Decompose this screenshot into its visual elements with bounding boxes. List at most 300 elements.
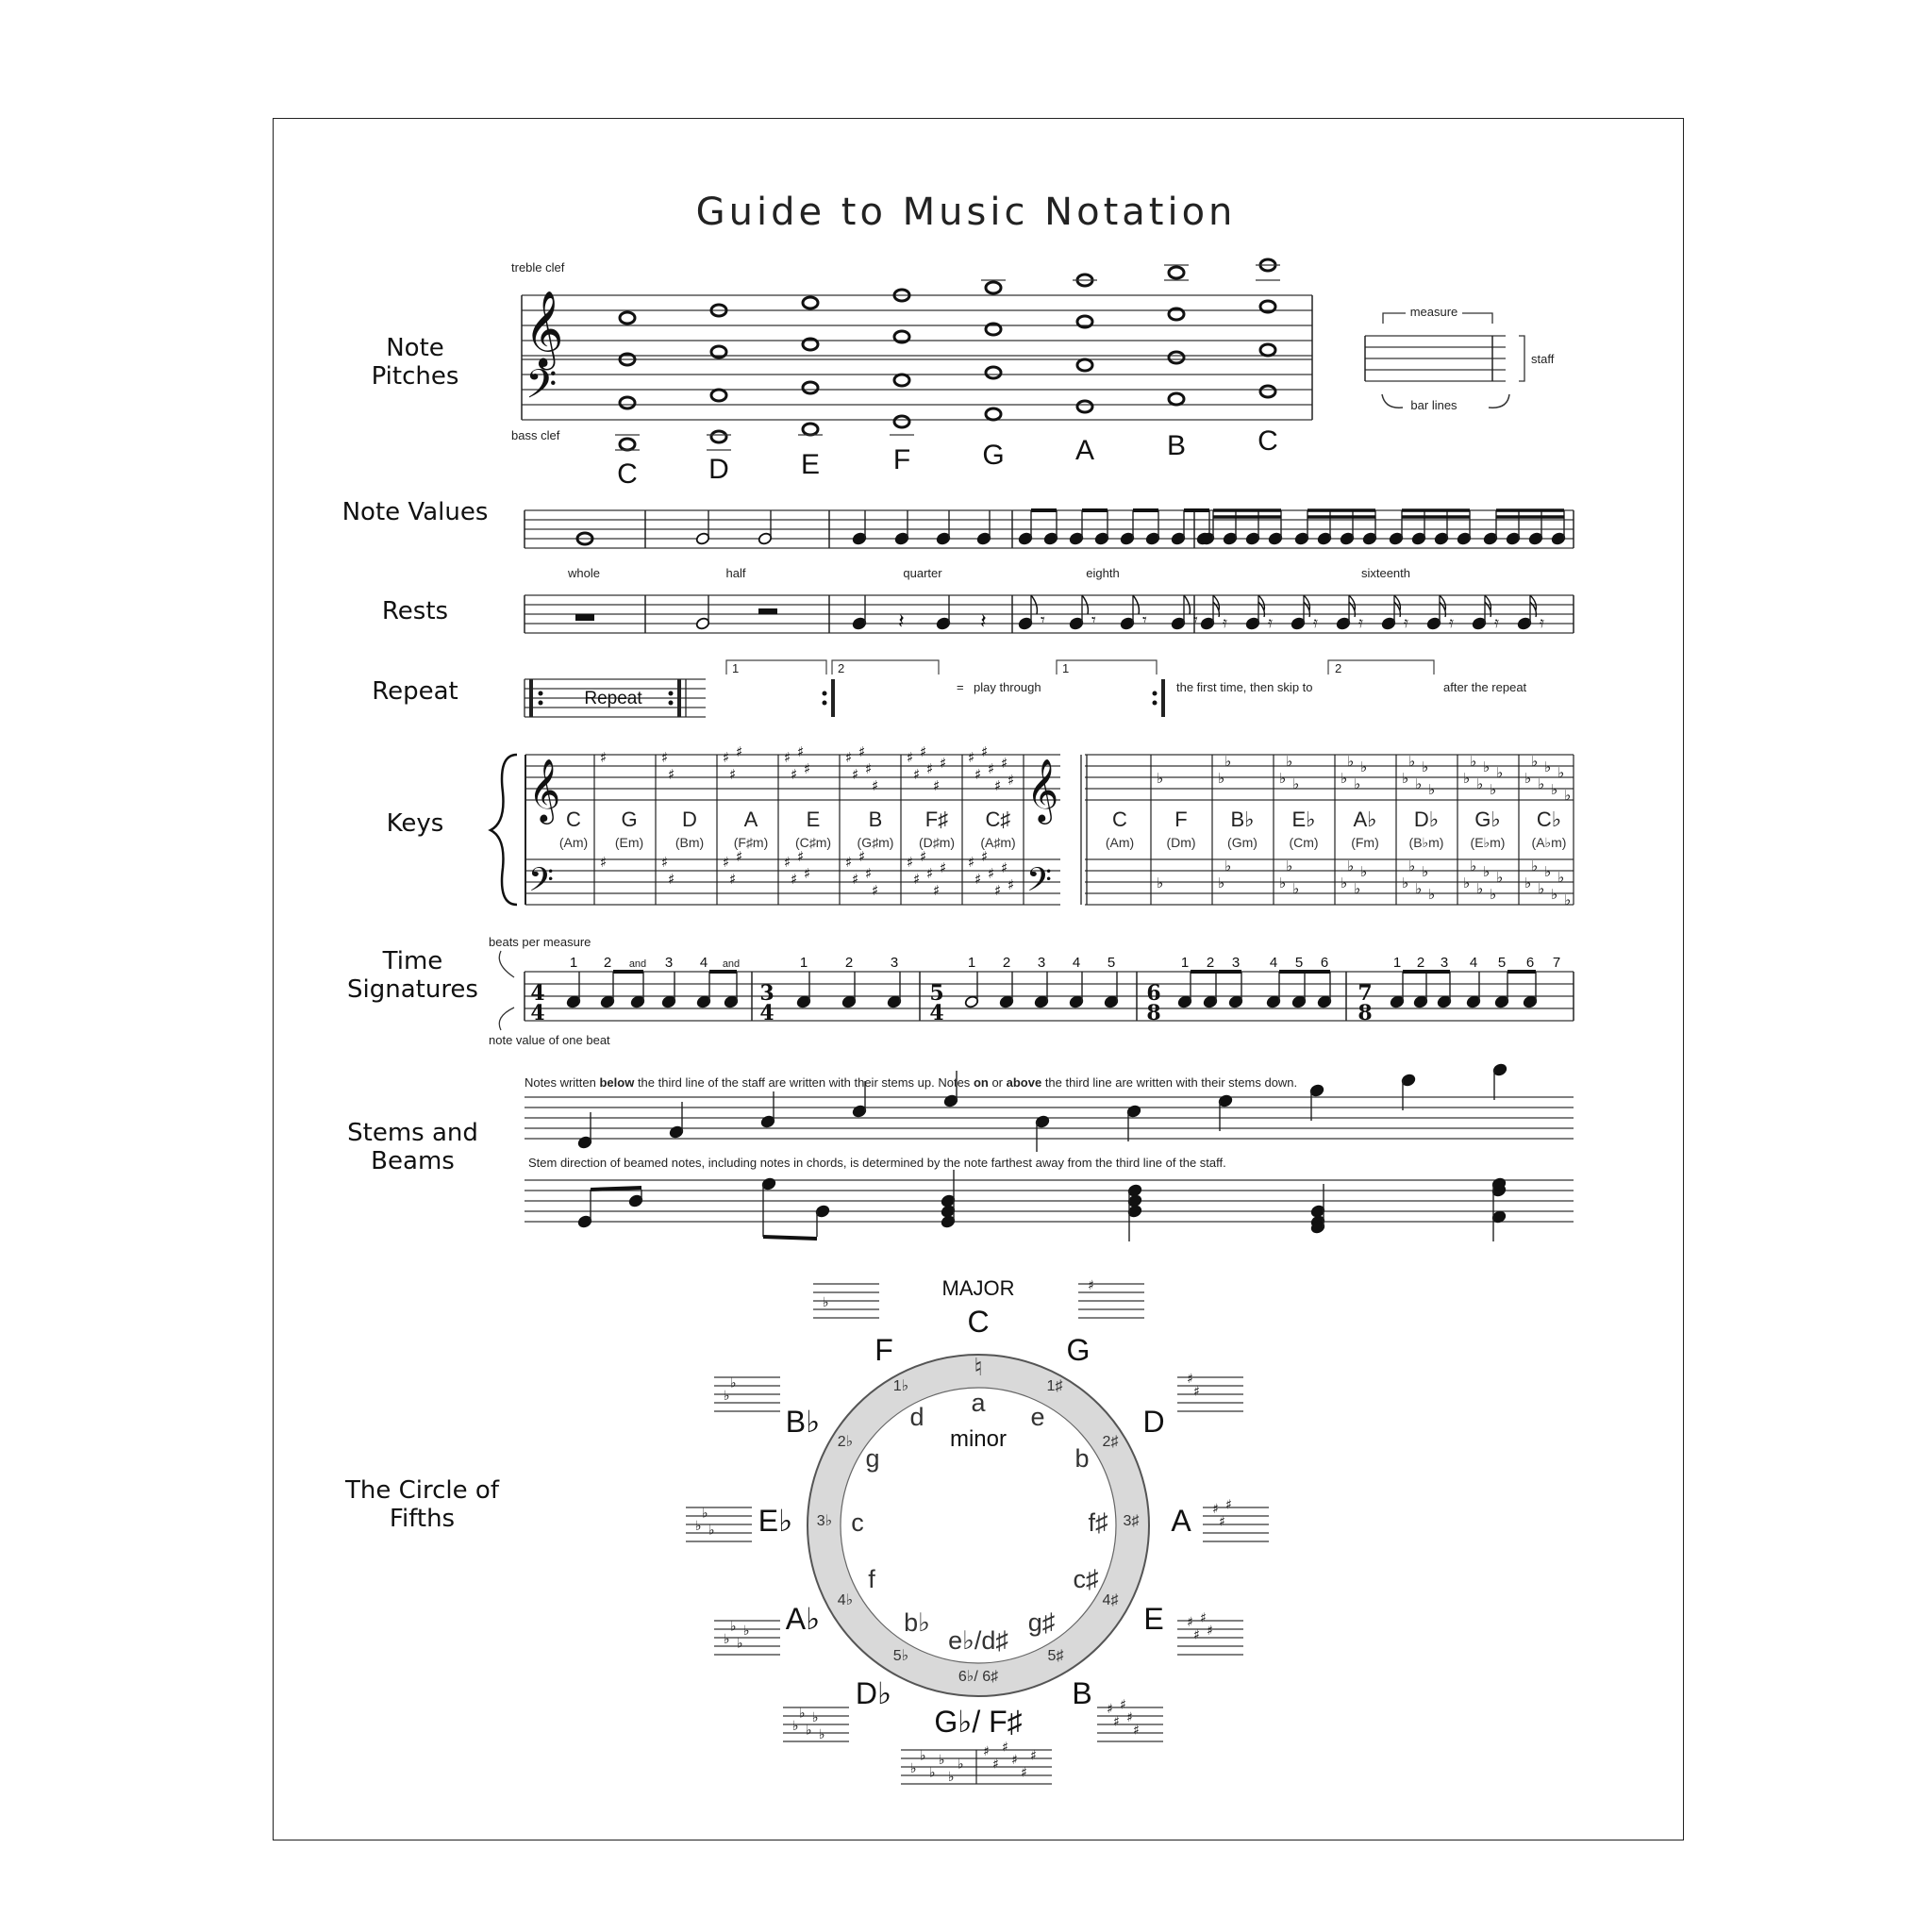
flat-icon: ♭ (1544, 758, 1552, 775)
whole-note (986, 408, 1001, 420)
beat-count: and (628, 958, 647, 970)
sharp-icon: ♯ (1187, 1615, 1193, 1630)
ending-bracket (1328, 660, 1434, 675)
measure-diagram (1365, 305, 1555, 412)
sharp-icon: ♯ (729, 871, 737, 888)
beat-count: 2 (844, 955, 854, 971)
flat-icon: ♭ (1496, 764, 1504, 781)
sharp-icon: ♯ (983, 1744, 990, 1759)
sharp-icon: ♯ (933, 882, 941, 899)
sharp-icon: ♯ (661, 854, 669, 871)
sixteenth-rest-icon: 𝄿 (1494, 613, 1499, 631)
sixteenth-rest-icon: 𝄿 (1358, 613, 1363, 631)
beat-count: 2 (1002, 955, 1011, 971)
beat-count: 2 (1206, 955, 1215, 971)
sharp-icon: ♯ (1008, 772, 1015, 789)
circle-of-fifths (686, 1276, 1269, 1785)
sharp-icon: ♯ (804, 760, 811, 777)
sharp-icon: ♯ (729, 766, 737, 783)
ending-1-number: 1 (1062, 661, 1070, 675)
sixteenth-rest-icon: 𝄿 (1540, 613, 1544, 631)
flat-icon: ♭ (1463, 770, 1471, 787)
sharp-icon: ♯ (723, 854, 730, 871)
beat-count: 4 (1469, 955, 1478, 971)
sharp-icon: ♯ (920, 848, 927, 865)
sharp-icon: ♯ (661, 749, 669, 766)
flat-icon: ♭ (724, 1389, 730, 1404)
beat-count: 6 (1525, 955, 1535, 971)
pitch-name: D (708, 454, 729, 485)
whole-note (711, 431, 726, 442)
accidental-count: 4♭ (837, 1592, 854, 1608)
time-bottom: 4 (759, 1001, 774, 1025)
time-bottom: 8 (1357, 1001, 1373, 1025)
staff-bracket (1519, 336, 1524, 381)
sharp-icon: ♯ (723, 749, 730, 766)
sharp-icon: ♯ (784, 749, 791, 766)
sharp-icon: ♯ (1212, 1502, 1219, 1517)
sixteenth-rest-icon: 𝄿 (1223, 613, 1227, 631)
key-major: F (1174, 808, 1188, 831)
sharp-icon: ♯ (913, 766, 921, 783)
beat-count: 1 (569, 955, 578, 971)
flat-icon: ♭ (1476, 880, 1484, 897)
beat-count: 1 (799, 955, 808, 971)
sharp-icon: ♯ (858, 848, 866, 865)
flat-icon: ♭ (1483, 758, 1491, 775)
key-major: F♯ (924, 808, 949, 831)
whole-note (803, 424, 818, 435)
sharp-icon: ♯ (1126, 1710, 1133, 1725)
note-pitches-figure (511, 259, 1555, 490)
flat-icon: ♭ (724, 1632, 730, 1647)
section-label-circle-of-fifths: The Circle of Fifths (345, 1476, 499, 1533)
ending-1-number: 1 (732, 661, 740, 675)
flat-icon: ♭ (1551, 781, 1558, 798)
flat-icon: ♭ (1428, 886, 1436, 903)
beat-count: 2 (603, 955, 612, 971)
flat-icon: ♭ (1286, 753, 1293, 770)
value-label-quarter: quarter (903, 566, 942, 580)
key-minor: (Em) (614, 835, 644, 850)
eighth-rest-icon: 𝄾 (1091, 610, 1096, 630)
ending-bracket (832, 660, 939, 675)
sixteenth-rest-icon: 𝄿 (1268, 613, 1273, 631)
flat-icon: ♭ (1279, 874, 1287, 891)
first-time-text: the first time, then skip to (1176, 680, 1313, 694)
beat-count: 3 (890, 955, 899, 971)
whole-note (620, 439, 635, 450)
flat-icon: ♭ (1415, 880, 1423, 897)
repeat-dot (1153, 701, 1158, 706)
pitch-name: E (800, 449, 821, 480)
flat-icon: ♭ (1470, 858, 1477, 874)
beat-count: 3 (1231, 955, 1241, 971)
value-label-half: half (725, 566, 746, 580)
key-minor: (Am) (1105, 835, 1135, 850)
flat-icon: ♭ (958, 1757, 964, 1773)
major-key: A♭ (785, 1602, 821, 1636)
repeat-dot (669, 701, 674, 706)
flat-icon: ♭ (1360, 863, 1368, 880)
sharp-icon: ♯ (988, 865, 995, 882)
minor-key: g (865, 1444, 880, 1473)
accidental-count: 1♭ (892, 1378, 909, 1394)
pitch-name: G (982, 440, 1005, 471)
key-minor: (C♯m) (794, 835, 832, 850)
repeat-label: Repeat (584, 689, 642, 708)
sharp-icon: ♯ (968, 854, 975, 871)
sharp-icon: ♯ (1219, 1514, 1225, 1530)
ending-2-number: 2 (838, 661, 845, 675)
note-value-arrow (499, 1008, 514, 1030)
section-label-repeat: Repeat (372, 677, 458, 706)
flat-icon: ♭ (708, 1523, 715, 1539)
sharp-icon: ♯ (1011, 1753, 1018, 1768)
play-through-text: play through (974, 680, 1041, 694)
flat-icon: ♭ (1557, 869, 1565, 886)
whole-note (894, 416, 909, 427)
treble-clef-icon: 𝄞 (1026, 758, 1059, 822)
flat-icon: ♭ (1422, 863, 1429, 880)
flat-icon: ♭ (743, 1624, 750, 1639)
minor-center-label: minor (949, 1426, 1008, 1452)
whole-rest (575, 614, 594, 621)
flat-icon: ♭ (695, 1519, 702, 1534)
major-key: G (1066, 1333, 1091, 1367)
minor-key: f♯ (1088, 1508, 1108, 1537)
stems-beams-figure (525, 1063, 1574, 1241)
sharp-icon: ♯ (974, 766, 982, 783)
whole-note (1169, 267, 1184, 278)
ending-2-number: 2 (1335, 661, 1342, 675)
sharp-icon: ♯ (872, 882, 879, 899)
sharp-icon: ♯ (852, 871, 859, 888)
key-major: A♭ (1353, 808, 1377, 831)
key-minor: (Fm) (1351, 835, 1379, 850)
flat-icon: ♭ (730, 1619, 737, 1635)
sharp-icon: ♯ (1030, 1748, 1037, 1764)
flat-icon: ♭ (823, 1295, 829, 1310)
flat-icon: ♭ (1490, 886, 1497, 903)
flat-icon: ♭ (1354, 880, 1361, 897)
sharp-icon: ♯ (920, 743, 927, 760)
equals-sign: = (957, 680, 964, 694)
key-brace (491, 755, 517, 905)
half-rest (758, 608, 777, 614)
flat-icon: ♭ (1157, 874, 1164, 891)
flat-icon: ♭ (1218, 874, 1225, 891)
bass-clef-icon: 𝄢 (525, 361, 558, 418)
bass-clef-icon: 𝄢 (1026, 860, 1053, 907)
minor-key: c (851, 1508, 864, 1537)
whole-note (620, 397, 635, 408)
sharp-icon: ♯ (988, 760, 995, 777)
minor-key: b (1074, 1444, 1090, 1473)
sharp-key-names (559, 808, 1016, 850)
key-major: G♭ (1474, 808, 1501, 831)
pitch-name: B (1166, 430, 1187, 461)
major-key: F (874, 1333, 893, 1367)
time-top: 6 (1146, 981, 1161, 1006)
minor-key: e (1030, 1403, 1045, 1431)
value-label-eighth: eighth (1086, 566, 1120, 580)
key-minor: (A♭m) (1531, 835, 1567, 850)
sharp-icon: ♯ (913, 871, 921, 888)
whole-note (1260, 386, 1275, 397)
major-key: B♭ (785, 1405, 821, 1439)
key-major: C♭ (1536, 808, 1562, 831)
value-label-sixteenth: sixteenth (1360, 566, 1411, 580)
sharp-icon: ♯ (1225, 1497, 1232, 1513)
whole-note (1260, 344, 1275, 356)
beat-count: 7 (1552, 955, 1561, 971)
beat-count: 6 (1320, 955, 1329, 971)
key-minor: (Gm) (1227, 835, 1257, 850)
major-key: E♭ (758, 1504, 793, 1538)
flat-icon: ♭ (1347, 858, 1355, 874)
key-minor: (A♯m) (980, 835, 1016, 850)
staff-label: staff (1531, 352, 1555, 366)
flat-icon: ♭ (1428, 781, 1436, 798)
beat-counts (570, 955, 1560, 971)
flat-icon: ♭ (1279, 770, 1287, 787)
beams-rule-text: Stem direction of beamed notes, including notes in chords, is determined by the note farthest away from the third line of the staff. (528, 1156, 1226, 1170)
key-minor: (B♭m) (1408, 835, 1444, 850)
sixteenth-rest-icon: 𝄿 (1313, 613, 1318, 631)
grand-staff (522, 259, 1312, 450)
flat-icon: ♭ (1538, 775, 1545, 792)
flat-icon: ♭ (1292, 775, 1300, 792)
beat-count: 4 (1269, 955, 1278, 971)
minor-key: d (909, 1403, 924, 1431)
sharp-icon: ♯ (926, 865, 934, 882)
key-major: D♭ (1413, 808, 1440, 831)
key-minor: (Am) (558, 835, 589, 850)
repeat-dot (539, 701, 543, 706)
key-major: E (806, 808, 821, 831)
note-value-label: note value of one beat (489, 1033, 610, 1047)
section-label-note-pitches: Note Pitches (371, 334, 459, 391)
sharp-icon: ♯ (668, 766, 675, 783)
pitch-name: C (1257, 425, 1278, 457)
key-major: D (682, 808, 697, 831)
note-values-figure (525, 510, 1574, 580)
sharp-icon: ♯ (907, 854, 914, 871)
sharp-icon: ♯ (1088, 1278, 1094, 1293)
key-major: C (566, 808, 581, 831)
sharp-icon: ♯ (933, 777, 941, 794)
flat-icon: ♭ (939, 1753, 945, 1768)
flat-icon: ♭ (948, 1770, 955, 1785)
sixteenth-rest-icon: 𝄿 (1449, 613, 1454, 631)
beat-count: 5 (1294, 955, 1304, 971)
beat-count: 4 (1072, 955, 1081, 971)
sharp-icon: ♯ (1001, 859, 1008, 876)
sharp-icon: ♯ (974, 871, 982, 888)
beat-count: 2 (1416, 955, 1425, 971)
sharp-icon: ♯ (907, 749, 914, 766)
bar-lines-label: bar lines (1410, 398, 1457, 412)
key-minor: (Cm) (1289, 835, 1319, 850)
time-top: 3 (759, 981, 774, 1006)
flat-icon: ♭ (1551, 886, 1558, 903)
sharp-icon: ♯ (1001, 755, 1008, 772)
flat-icon: ♭ (730, 1375, 737, 1391)
flat-icon: ♭ (1408, 858, 1416, 874)
sharp-icon: ♯ (736, 743, 743, 760)
section-label-note-values: Note Values (341, 498, 489, 526)
flat-icon: ♭ (806, 1723, 812, 1739)
sharp-icon: ♯ (1107, 1702, 1113, 1717)
sharp-icon: ♯ (797, 848, 805, 865)
key-major: C♯ (985, 808, 1011, 831)
sharp-icon: ♯ (845, 854, 853, 871)
note-beam (763, 1237, 817, 1239)
section-label-stems-beams: Stems and Beams (347, 1119, 478, 1175)
flat-icon: ♭ (1524, 874, 1532, 891)
key-minor: (G♯m) (857, 835, 894, 850)
beat-count: 1 (1392, 955, 1402, 971)
whole-note (894, 375, 909, 386)
flat-icon: ♭ (812, 1710, 819, 1725)
flat-icon: ♭ (1408, 753, 1416, 770)
treble-clef-icon: 𝄞 (525, 290, 564, 367)
quarter-rest-icon: 𝄽 (980, 610, 987, 634)
sharp-icon: ♯ (968, 749, 975, 766)
sharp-icon: ♯ (797, 743, 805, 760)
note-values-staff (525, 510, 1574, 548)
sharp-icon: ♯ (992, 1757, 999, 1773)
accidental-count: 5♭ (892, 1648, 909, 1664)
beat-count: 3 (1037, 955, 1046, 971)
sharp-icon: ♯ (926, 760, 934, 777)
flat-icon: ♭ (737, 1636, 743, 1652)
key-major: C (1112, 808, 1127, 831)
sharp-icon: ♯ (872, 777, 879, 794)
beat-count: 1 (967, 955, 976, 971)
whole-note (1077, 359, 1092, 371)
accidental-count: 2♭ (837, 1434, 854, 1450)
sharp-icon: ♯ (1193, 1627, 1200, 1643)
flat-icon: ♭ (929, 1765, 936, 1781)
repeat-dot (1153, 691, 1158, 696)
whole-note (620, 312, 635, 324)
note-beam (591, 1188, 641, 1190)
major-key: B (1072, 1676, 1092, 1710)
flat-icon: ♭ (1531, 753, 1539, 770)
flat-icon: ♭ (1402, 770, 1409, 787)
beat-count: and (722, 958, 741, 970)
major-key: G♭/ F♯ (934, 1705, 1023, 1739)
page-title: Guide to Music Notation (695, 191, 1237, 234)
beat-count: 5 (1107, 955, 1116, 971)
sharp-icon: ♯ (865, 760, 873, 777)
section-label-keys: Keys (386, 809, 444, 838)
major-key: E (1143, 1602, 1164, 1636)
key-minor: (Dm) (1166, 835, 1196, 850)
time-signature-staff (499, 951, 1574, 1030)
flat-key-names (1106, 808, 1567, 850)
sharp-icon: ♯ (845, 749, 853, 766)
eighth-rest-icon: 𝄾 (1193, 610, 1198, 630)
whole-note (1077, 401, 1092, 412)
keys-figure (491, 743, 1574, 908)
flat-icon: ♭ (1415, 775, 1423, 792)
repeat-dot (539, 691, 543, 696)
stems-staves (525, 1063, 1574, 1241)
flat-icon: ♭ (920, 1748, 926, 1764)
accidental-count: 2♯ (1102, 1434, 1119, 1450)
sharp-icon: ♯ (940, 755, 947, 772)
time-top: 7 (1357, 981, 1373, 1006)
sharp-icon: ♯ (1008, 876, 1015, 893)
flat-icon: ♭ (910, 1761, 917, 1776)
stems-rule-text: Notes written below the third line of the staff are written with their stems up. Notes on or above the third line are written with their stems down. (525, 1075, 1298, 1090)
flat-icon: ♭ (1354, 775, 1361, 792)
eighth-rest-icon: 𝄾 (1142, 610, 1147, 630)
sharp-icon: ♯ (1200, 1610, 1207, 1626)
sharp-icon: ♯ (865, 865, 873, 882)
beat-count: 3 (1440, 955, 1449, 971)
flat-icon: ♭ (1557, 764, 1565, 781)
repeat-figure (525, 660, 1527, 717)
section-label-time-signatures: Time Signatures (347, 947, 478, 1004)
flat-icon: ♭ (1564, 787, 1572, 804)
flat-icon: ♭ (1224, 858, 1232, 874)
bass-clef-icon: 𝄢 (528, 860, 555, 907)
whole-note (1169, 393, 1184, 405)
key-major: A (743, 808, 758, 831)
after-repeat-text: after the repeat (1443, 680, 1527, 694)
accidental-count: 6♭/ 6♯ (958, 1669, 999, 1685)
sharp-icon: ♯ (994, 777, 1002, 794)
flat-icon: ♭ (1476, 775, 1484, 792)
flat-icon: ♭ (1422, 758, 1429, 775)
value-label-whole: whole (568, 566, 600, 580)
major-key: D (1142, 1405, 1165, 1439)
minor-key: f (868, 1565, 875, 1593)
sharp-icon: ♯ (1002, 1740, 1008, 1756)
ending-bracket (1057, 660, 1157, 675)
repeat-dot (669, 691, 674, 696)
flat-icon: ♭ (1531, 858, 1539, 874)
sharp-icon: ♯ (858, 743, 866, 760)
sharp-icon: ♯ (994, 882, 1002, 899)
ending-bracket (726, 660, 826, 675)
flat-icon: ♭ (1218, 770, 1225, 787)
key-signature-staves (491, 743, 1574, 908)
flat-icon: ♭ (1470, 753, 1477, 770)
sharp-icon: ♯ (600, 749, 608, 766)
beats-per-measure-label: beats per measure (489, 935, 591, 949)
key-minor: (E♭m) (1470, 835, 1506, 850)
flat-icon: ♭ (1490, 781, 1497, 798)
time-signature-numbers (530, 981, 1372, 1025)
accidental-count: 3♭ (816, 1513, 833, 1529)
sharp-icon: ♯ (1187, 1372, 1193, 1387)
whole-note (986, 282, 1001, 293)
key-major: B (868, 808, 883, 831)
pitch-name: C (617, 458, 638, 490)
flat-icon: ♭ (1341, 874, 1348, 891)
accidental-count: 5♯ (1047, 1648, 1064, 1664)
rests-staff (525, 595, 1574, 634)
measure-label: measure (1409, 305, 1458, 319)
whole-note (711, 390, 726, 401)
sharp-icon: ♯ (852, 766, 859, 783)
sharp-icon: ♯ (1113, 1714, 1120, 1730)
